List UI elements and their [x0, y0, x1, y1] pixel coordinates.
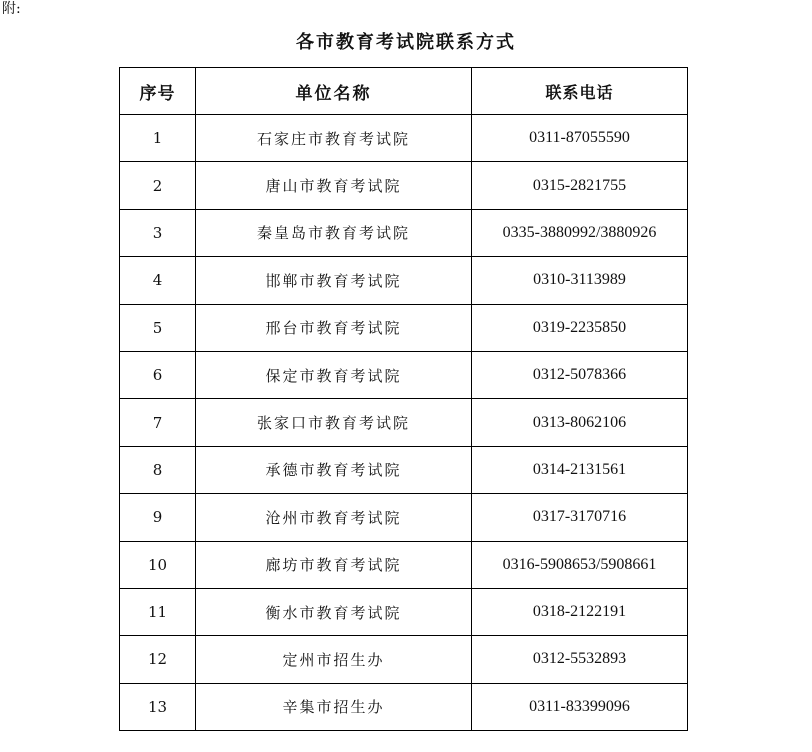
row-number: 6: [120, 351, 196, 398]
row-number: 12: [120, 636, 196, 683]
table-header-row: [120, 68, 688, 115]
row-number: 13: [120, 683, 196, 730]
unit-name: 定州市招生办: [196, 636, 472, 683]
header-phone: 联系电话: [472, 68, 688, 115]
unit-name: 邢台市教育考试院: [196, 304, 472, 351]
unit-name: 石家庄市教育考试院: [196, 115, 472, 162]
unit-name: 邯郸市教育考试院: [196, 257, 472, 304]
phone: 0317-3170716: [472, 494, 688, 541]
row-number: 3: [120, 209, 196, 256]
contact-table: [119, 67, 688, 731]
phone: 0310-3113989: [472, 257, 688, 304]
phone: 0311-83399096: [472, 683, 688, 730]
phone: 0311-87055590: [472, 115, 688, 162]
phone: 0316-5908653/5908661: [472, 541, 688, 588]
unit-name: 秦皇岛市教育考试院: [196, 209, 472, 256]
row-number: 8: [120, 446, 196, 493]
unit-name: 承德市教育考试院: [196, 446, 472, 493]
table-row: [120, 636, 688, 683]
unit-name: 衡水市教育考试院: [196, 588, 472, 635]
row-number: 2: [120, 162, 196, 209]
unit-name: 保定市教育考试院: [196, 351, 472, 398]
table-row: [120, 257, 688, 304]
table-row: [120, 683, 688, 730]
phone: 0312-5532893: [472, 636, 688, 683]
attachment-label: 附:: [2, 1, 21, 17]
phone: 0312-5078366: [472, 351, 688, 398]
unit-name: 张家口市教育考试院: [196, 399, 472, 446]
phone: 0315-2821755: [472, 162, 688, 209]
row-number: 1: [120, 115, 196, 162]
row-number: 5: [120, 304, 196, 351]
unit-name: 沧州市教育考试院: [196, 494, 472, 541]
table-row: [120, 115, 688, 162]
table-row: [120, 399, 688, 446]
phone: 0318-2122191: [472, 588, 688, 635]
unit-name: 唐山市教育考试院: [196, 162, 472, 209]
row-number: 4: [120, 257, 196, 304]
table-row: [120, 162, 688, 209]
table-row: [120, 494, 688, 541]
phone: 0314-2131561: [472, 446, 688, 493]
phone: 0319-2235850: [472, 304, 688, 351]
table-row: [120, 351, 688, 398]
unit-name: 廊坊市教育考试院: [196, 541, 472, 588]
table-row: [120, 446, 688, 493]
phone: 0335-3880992/3880926: [472, 209, 688, 256]
page-title: 各市教育考试院联系方式: [296, 32, 516, 53]
table-row: [120, 588, 688, 635]
table-row: [120, 209, 688, 256]
table-row: [120, 304, 688, 351]
row-number: 9: [120, 494, 196, 541]
row-number: 10: [120, 541, 196, 588]
row-number: 7: [120, 399, 196, 446]
unit-name: 辛集市招生办: [196, 683, 472, 730]
header-number: 序号: [120, 68, 196, 115]
header-unit-name: 单位名称: [196, 68, 472, 115]
row-number: 11: [120, 588, 196, 635]
phone: 0313-8062106: [472, 399, 688, 446]
table-row: [120, 541, 688, 588]
